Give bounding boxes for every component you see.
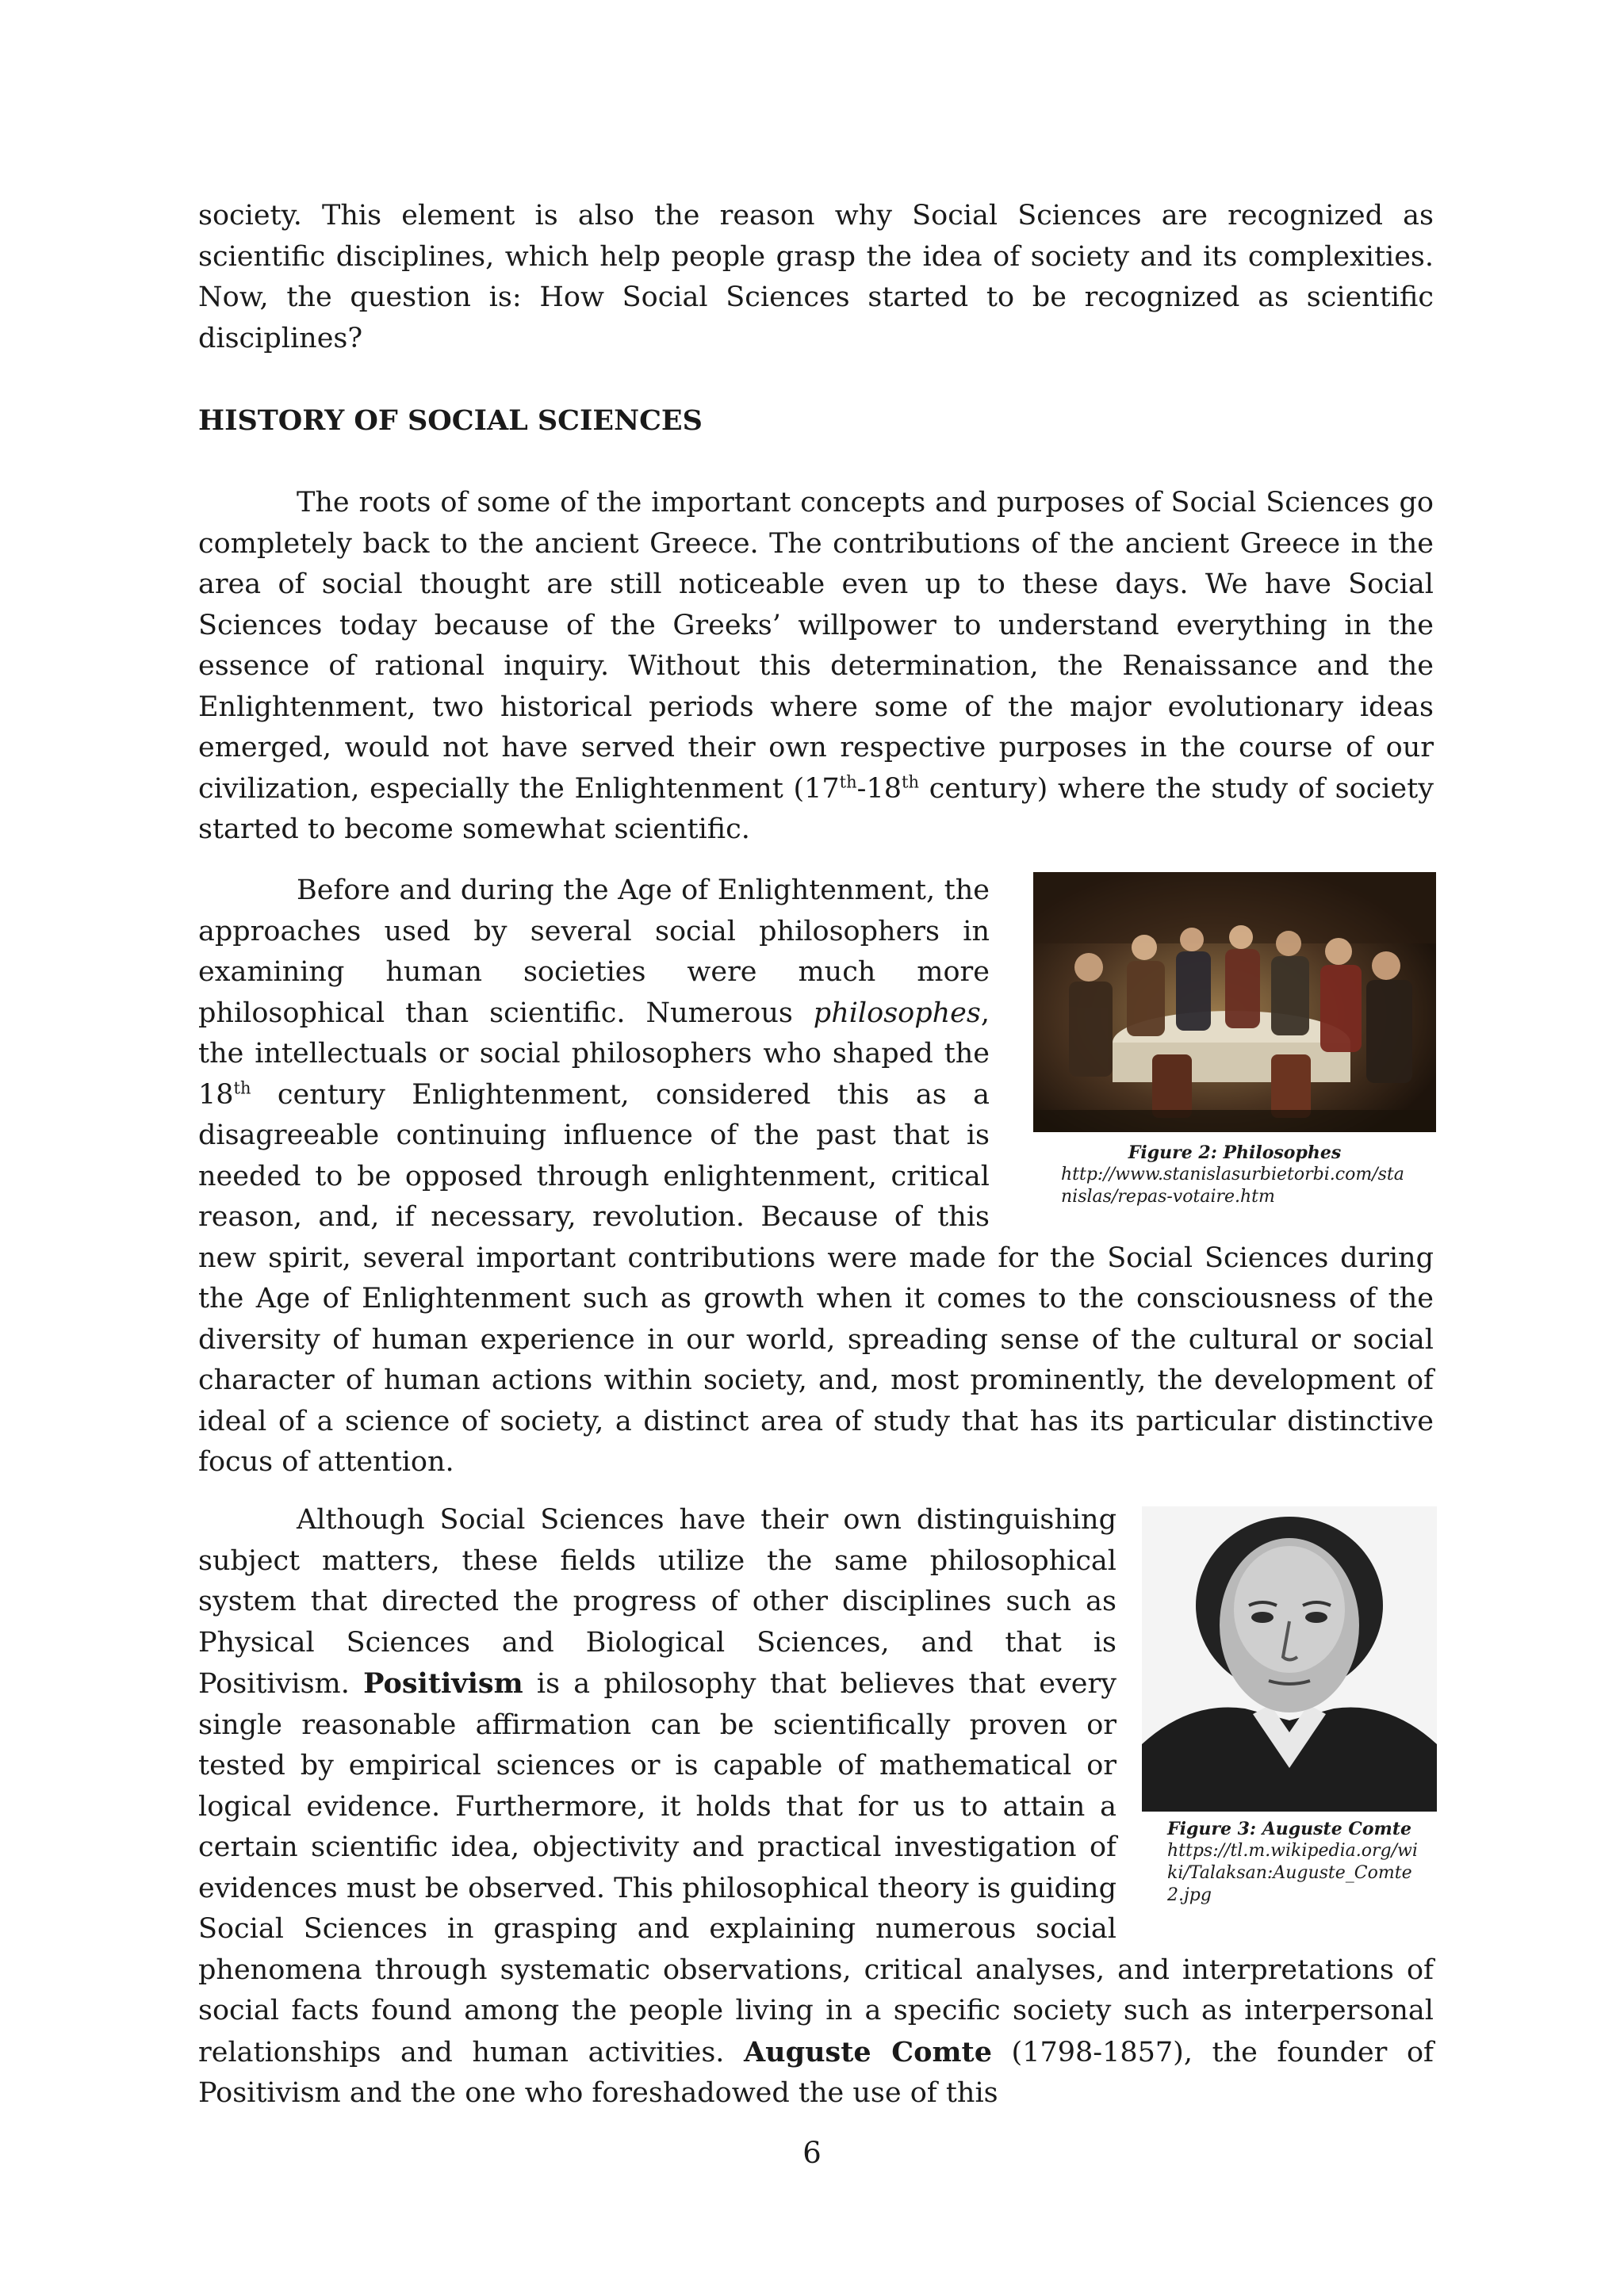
page-number: 6 [802, 2136, 822, 2170]
positivism-block [198, 1500, 1434, 2114]
roots-block [198, 483, 1434, 851]
paragraph-positivism: Although Social Sciences have their own distinguishing subject matters, these fields utilize the same philosophical system that directed the progress of other disciplines such as Physical Sciences and Biological Sciences, and that is Positivism. Positivism is a philosophy that believes that every single reasonable affirmation can be scientifically proven or tested by empirical sciences or is capable of mathematical or logical evidence. Furthermore, it holds that for us to attain a certain scientific idea, objectivity and practical investigation of evidences must be observed. This philosophical theory is guiding Social Sciences in grasping and explaining numerous social phenomena through systematic observations, critical analyses, and interpretations of social facts found among the people living in a specific society such as interpersonal relationships and human activities. Auguste Comte (1798-1857), the founder of Positivism and the one who foreshadowed the use of this [198, 1500, 1434, 2114]
figure-2-float [990, 871, 1434, 1237]
figure-3-float [1116, 1500, 1434, 1948]
figure-2-title: Figure 2: Philosophes [1128, 1142, 1342, 1163]
paragraph-enlightenment: Before and during the Age of Enlightenment, the approaches used by several social philosophers in examining human societies were much more philosophical than scientific. Numerous philosophes, the intellectuals or social philosophers who shaped the 18th century Enlightenment, considered this as a disagreeable continuing influence of the past that is needed to be opposed through enlightenment, critical reason, and, if necessary, revolution. Because of this new spirit, several important contributions were made for the Social Sciences during the Age of Enlightenment such as growth when it comes to the consciousness of the diversity of human experience in our world, spreading sense of the cultural or social character of human actions within society, and, most prominently, the development of ideal of a science of society, a distinct area of study that has its particular distinctive focus of attention. [198, 871, 1434, 1483]
intro-paragraph: society. This element is also the reason why Social Sciences are recognized as scientific disciplines, which help people grasp the idea of society and its complexities. Now, the question is: How Social Sciences started to be recognized as scientific disciplines? [198, 200, 1434, 354]
enlightenment-block [198, 871, 1434, 1483]
figure-2-source: http://www.stanislasurbietorbi.com/stanislas/repas-votaire.htm [1061, 1165, 1404, 1207]
figure-3-source: https://tl.m.wikipedia.org/wiki/Talaksan:Auguste_Comte2.jpg [1167, 1841, 1418, 1905]
figure-3-title: Figure 3: Auguste Comte [1167, 1819, 1411, 1839]
paragraph-roots: The roots of some of the important concepts and purposes of Social Sciences go completely back to the ancient Greece. The contributions of the ancient Greece in the area of social thought are still noticeable even up to these days. We have Social Sciences today because of the Greeks’ willpower to understand everything in the essence of rational inquiry. Without this determination, the Renaissance and the Enlightenment, two historical periods where some of the major evolutionary ideas emerged, would not have served their own respective purposes in the course of our civilization, especially the Enlightenment (17th-18th century) where the study of society started to become somewhat scientific. [198, 487, 1434, 845]
intro-block [198, 196, 1434, 359]
section-heading: HISTORY OF SOCIAL SCIENCES [198, 404, 703, 437]
